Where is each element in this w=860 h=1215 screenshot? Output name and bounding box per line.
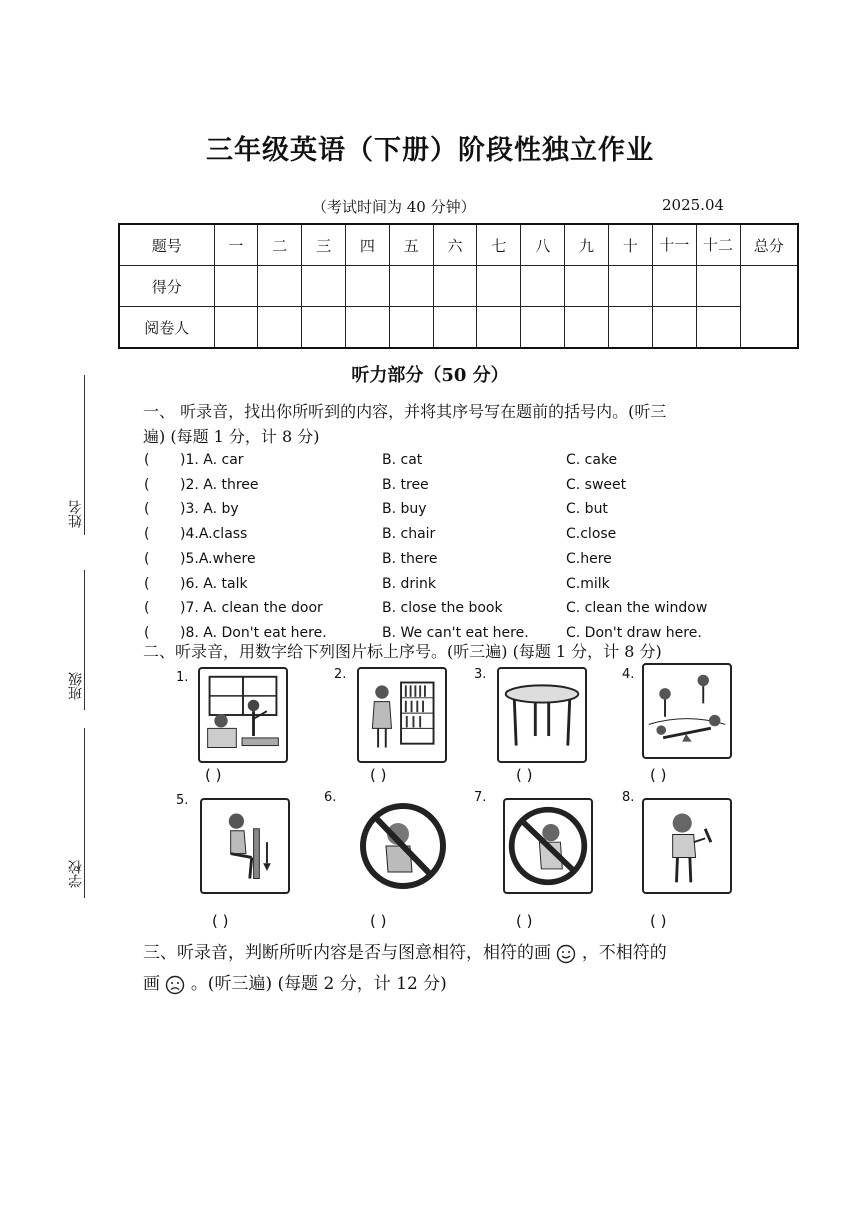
picture-number-1: 1. (176, 670, 189, 685)
header-cell-question-number: 题号 (119, 224, 214, 266)
total-score-cell[interactable] (740, 266, 798, 349)
smiley-face-icon (556, 944, 576, 964)
grader-cell[interactable] (433, 307, 477, 349)
header-cell-1: 一 (214, 224, 258, 266)
part1-instruction-line1: 一、 听录音，找出你所听到的内容，并将其序号写在题前的括号内。(听三 (143, 402, 667, 421)
classroom-window-icon (200, 669, 286, 761)
score-cell[interactable] (302, 266, 346, 307)
header-cell-7: 七 (477, 224, 521, 266)
header-cell-2: 二 (258, 224, 302, 266)
picture-number-3: 3. (474, 667, 487, 682)
answer-paren[interactable]: ( (144, 476, 150, 493)
score-cell[interactable] (477, 266, 521, 307)
option-a: )7. A. clean the door (180, 600, 323, 617)
score-cell[interactable] (214, 266, 258, 307)
answer-blank-4[interactable]: ( ) (650, 766, 667, 784)
option-b: B. close the book (382, 600, 503, 617)
header-cell-6: 六 (433, 224, 477, 266)
picture-number-2: 2. (334, 667, 347, 682)
prohibition-sign-icon (358, 798, 448, 894)
option-a: )3. A. by (180, 501, 239, 518)
option-b: B. chair (382, 526, 436, 543)
header-cell-5: 五 (389, 224, 433, 266)
picture-no-photo (503, 798, 593, 894)
picture-number-5: 5. (176, 793, 189, 808)
row-label-grader: 阅卷人 (119, 307, 214, 349)
answer-blank-2[interactable]: ( ) (370, 766, 387, 784)
picture-no-eating (358, 798, 448, 894)
option-c: C.milk (566, 575, 610, 592)
score-cell[interactable] (652, 266, 696, 307)
part3-instruction-line2 (143, 972, 447, 996)
option-c: C.here (566, 550, 612, 567)
score-cell[interactable] (389, 266, 433, 307)
grader-cell[interactable] (258, 307, 302, 349)
sit-down-icon (202, 800, 288, 892)
option-c: C. clean the window (566, 600, 708, 617)
part3-text-c: 画 (143, 974, 160, 994)
picture-sit-down (200, 798, 290, 894)
exam-time: （考试时间为 40 分钟） (312, 198, 476, 216)
table-icon (499, 669, 585, 761)
picture-number-6: 6. (324, 790, 337, 805)
picture-number-4: 4. (622, 667, 635, 682)
option-b: B. buy (382, 501, 427, 518)
document-title: 三年级英语（下册）阶段性独立作业 (206, 135, 654, 166)
score-cell[interactable] (608, 266, 652, 307)
part3-text-b: ，不相符的 (581, 943, 667, 963)
score-cell[interactable] (696, 266, 740, 307)
part2-instruction: 二、听录音，用数字给下列图片标上序号。(听三遍) (每题 1 分，计 8 分) (143, 642, 662, 661)
option-c: C.close (566, 526, 617, 543)
exam-date: 2025.04 (662, 196, 725, 214)
part3-text-a: 三、听录音，判断所听内容是否与图意相符，相符的画 (143, 943, 551, 963)
answer-paren[interactable]: ( (144, 550, 150, 567)
grader-cell[interactable] (696, 307, 740, 349)
score-table-header-row (119, 224, 798, 266)
option-b: B. We can't eat here. (382, 624, 529, 641)
sad-face-icon (165, 975, 185, 995)
option-b: B. drink (382, 575, 437, 592)
answer-paren[interactable]: ( (144, 624, 150, 641)
option-b: B. cat (382, 452, 423, 468)
picture-number-7: 7. (474, 790, 487, 805)
option-a: )8. A. Don't eat here. (180, 624, 327, 641)
listening-section-title: 听力部分（50 分） (351, 365, 509, 386)
part3-instruction-line1 (143, 941, 667, 965)
header-cell-11: 十一 (652, 224, 696, 266)
option-c: C. Don't draw here. (566, 624, 702, 641)
header-cell-10: 十 (608, 224, 652, 266)
prohibition-sign-icon-2 (505, 800, 591, 892)
header-cell-9: 九 (565, 224, 609, 266)
answer-blank-8[interactable]: ( ) (650, 912, 667, 930)
score-table-grader-row (119, 307, 798, 349)
grader-cell[interactable] (389, 307, 433, 349)
picture-classroom-window (198, 667, 288, 763)
score-cell[interactable] (345, 266, 389, 307)
answer-paren[interactable]: ( (144, 501, 150, 518)
answer-blank-1[interactable]: ( ) (205, 766, 222, 784)
score-cell[interactable] (258, 266, 302, 307)
header-cell-12: 十二 (696, 224, 740, 266)
answer-blank-3[interactable]: ( ) (516, 766, 533, 784)
bookshelf-icon (359, 669, 445, 761)
grader-cell[interactable] (565, 307, 609, 349)
part1-instruction-line2: 遍) (每题 1 分，计 8 分) (143, 427, 320, 446)
option-a: )1. A. car (180, 452, 244, 468)
grader-cell[interactable] (345, 307, 389, 349)
option-b: B. there (382, 550, 438, 567)
header-cell-3: 三 (302, 224, 346, 266)
option-a: )4.A.class (180, 526, 248, 543)
option-c: C. but (566, 501, 608, 518)
score-cell[interactable] (565, 266, 609, 307)
answer-paren[interactable]: ( (144, 452, 150, 468)
answer-blank-6[interactable]: ( ) (370, 912, 387, 930)
answer-paren[interactable]: ( (144, 526, 150, 543)
grader-cell[interactable] (302, 307, 346, 349)
score-table (118, 223, 799, 349)
grader-cell[interactable] (477, 307, 521, 349)
header-cell-4: 四 (345, 224, 389, 266)
picture-number-8: 8. (622, 790, 635, 805)
score-cell[interactable] (433, 266, 477, 307)
grader-cell[interactable] (608, 307, 652, 349)
answer-paren[interactable]: ( (144, 575, 150, 592)
row-label-score: 得分 (119, 266, 214, 307)
answer-blank-5[interactable]: ( ) (212, 912, 229, 930)
side-label-class: 班级 (68, 672, 84, 700)
score-table-score-row (119, 266, 798, 307)
answer-paren[interactable]: ( (144, 600, 150, 617)
picture-playground (642, 663, 732, 759)
part3-text-d: 。(听三遍) (每题 2 分，计 12 分) (190, 974, 447, 994)
score-cell[interactable] (521, 266, 565, 307)
option-c: C. cake (566, 452, 618, 468)
header-cell-total: 总分 (740, 224, 798, 266)
grader-cell[interactable] (214, 307, 258, 349)
option-c: C. sweet (566, 476, 627, 493)
picture-girl-bookshelf (357, 667, 447, 763)
picture-boy-drawing (642, 798, 732, 894)
answer-blank-7[interactable]: ( ) (516, 912, 533, 930)
option-a: )6. A. talk (180, 575, 248, 592)
grader-cell[interactable] (521, 307, 565, 349)
side-label-name: 姓名 (68, 500, 84, 528)
boy-with-crayon-icon (644, 800, 730, 892)
header-cell-8: 八 (521, 224, 565, 266)
playground-icon (644, 665, 730, 757)
side-label-school: 学校 (68, 860, 84, 888)
option-a: )2. A. three (180, 476, 259, 493)
picture-round-table (497, 667, 587, 763)
grader-cell[interactable] (652, 307, 696, 349)
option-a: )5.A.where (180, 550, 256, 567)
option-b: B. tree (382, 476, 429, 493)
